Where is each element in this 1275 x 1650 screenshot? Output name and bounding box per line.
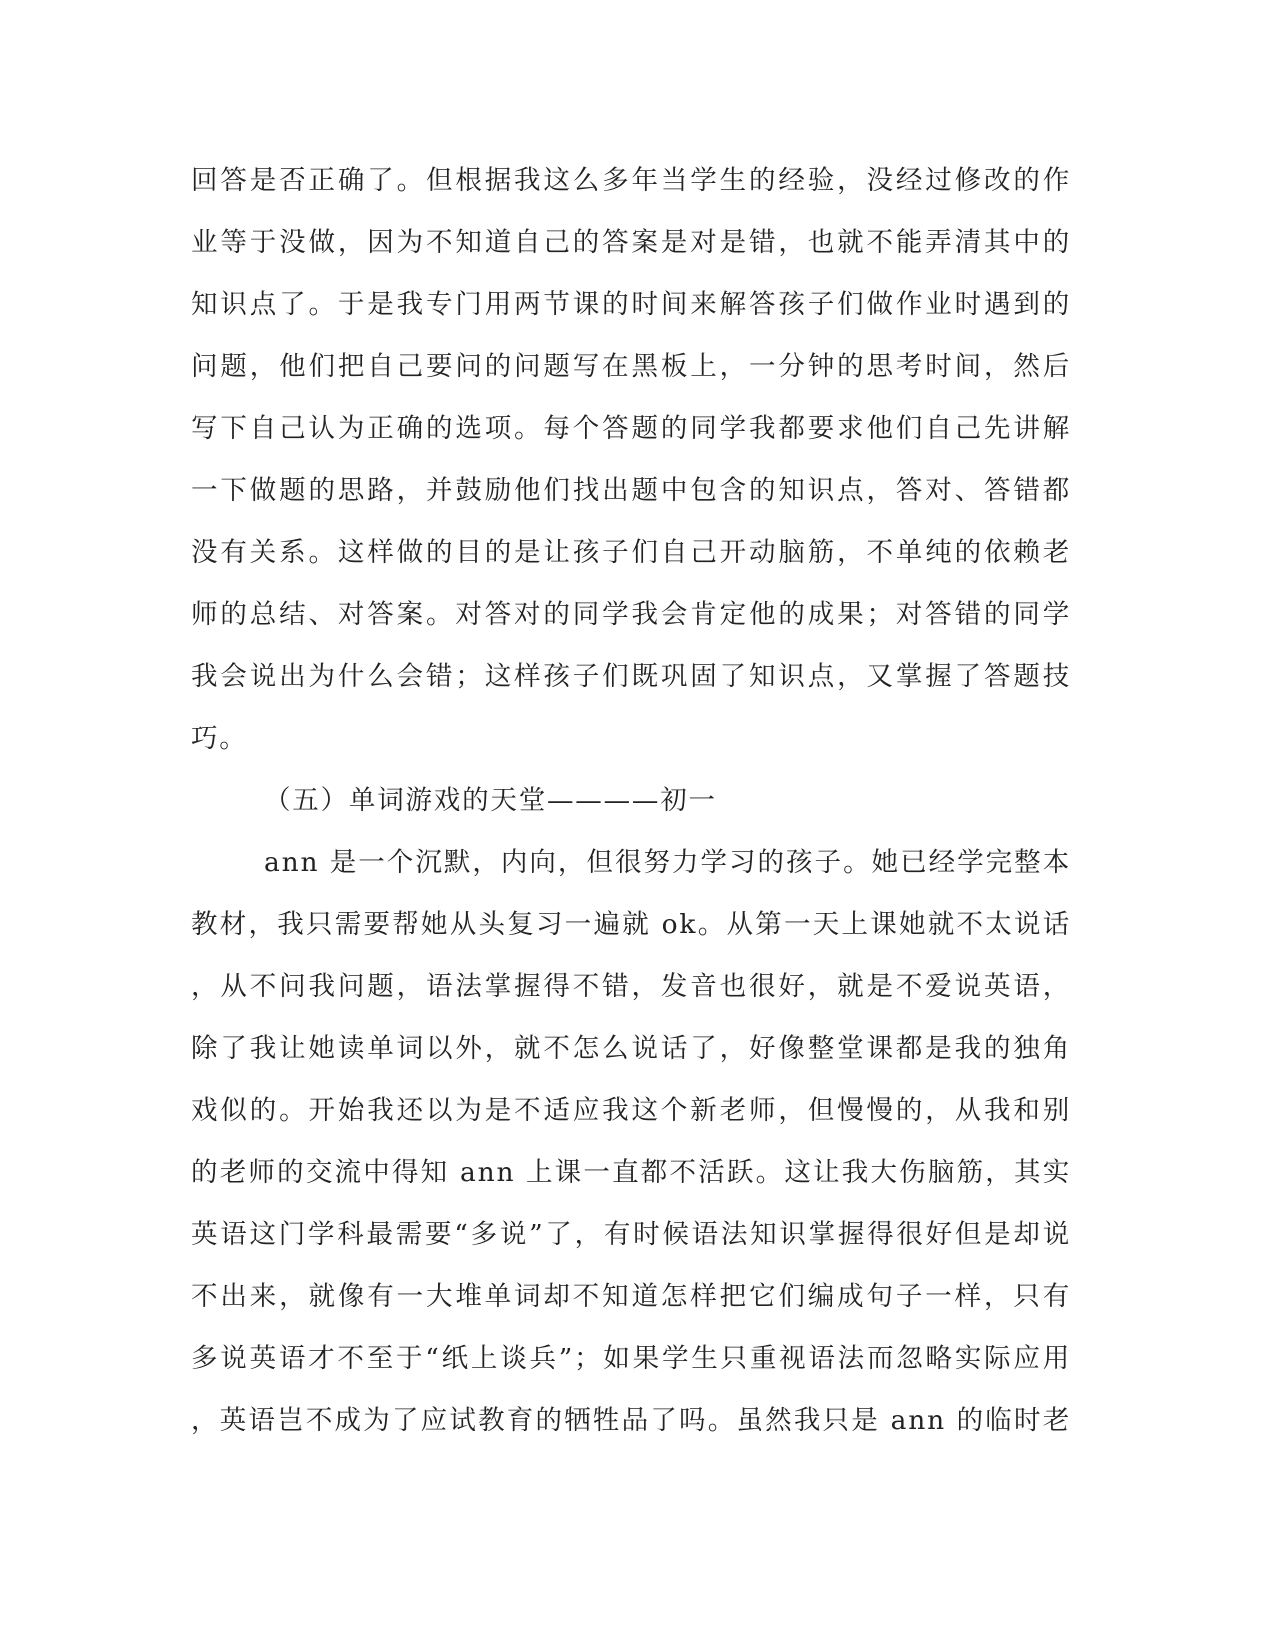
text-line: 的老师的交流中得知 ann 上课一直都不活跃。这让我大伤脑筋，其实 [191,1157,1071,1188]
text-line: 英语这门学科最需要“多说”了，有时候语法知识掌握得很好但是却说 [191,1219,1071,1250]
text-line: 师的总结、对答案。对答对的同学我会肯定他的成果；对答错的同学 [191,599,1071,630]
text-line: 戏似的。开始我还以为是不适应我这个新老师，但慢慢的，从我和别 [191,1095,1071,1126]
text-line: 回答是否正确了。但根据我这么多年当学生的经验，没经过修改的作 [191,165,1071,196]
text-line: 一下做题的思路，并鼓励他们找出题中包含的知识点，答对、答错都 [191,475,1071,506]
text-line: ann 是一个沉默，内向，但很努力学习的孩子。她已经学完整本 [264,847,1071,878]
paragraph-2 [191,832,1071,1452]
section-heading [191,770,1071,832]
text-line: 巧。 [191,723,248,754]
paragraph-1 [191,150,1071,770]
text-line: 写下自己认为正确的选项。每个答题的同学我都要求他们自己先讲解 [191,413,1071,444]
section-heading-text: （五）单词游戏的天堂————初一 [264,785,717,816]
text-line: 没有关系。这样做的目的是让孩子们自己开动脑筋，不单纯的依赖老 [191,537,1071,568]
text-line: 教材，我只需要帮她从头复习一遍就 ok。从第一天上课她就不太说话 [191,909,1071,940]
text-line: 不出来，就像有一大堆单词却不知道怎样把它们编成句子一样，只有 [191,1281,1071,1312]
text-line: ，从不问我问题，语法掌握得不错，发音也很好，就是不爱说英语， [191,971,1071,1002]
text-line: ，英语岂不成为了应试教育的牺牲品了吗。虽然我只是 ann 的临时老 [191,1405,1071,1436]
text-line: 问题，他们把自己要问的问题写在黑板上，一分钟的思考时间，然后 [191,351,1071,382]
text-line: 知识点了。于是我专门用两节课的时间来解答孩子们做作业时遇到的 [191,289,1071,320]
text-line: 我会说出为什么会错；这样孩子们既巩固了知识点，又掌握了答题技 [191,661,1071,692]
text-line: 多说英语才不至于“纸上谈兵”；如果学生只重视语法而忽略实际应用 [191,1343,1071,1374]
text-line: 除了我让她读单词以外，就不怎么说话了，好像整堂课都是我的独角 [191,1033,1071,1064]
text-line: 业等于没做，因为不知道自己的答案是对是错，也就不能弄清其中的 [191,227,1071,258]
